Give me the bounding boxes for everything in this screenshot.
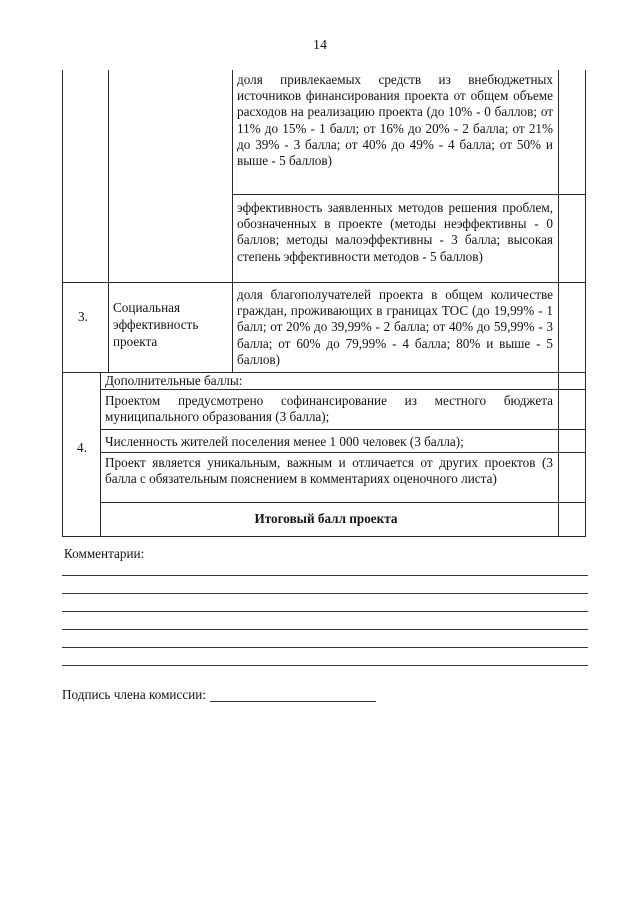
comments-label: Комментарии: — [64, 546, 145, 561]
comment-line[interactable] — [62, 611, 588, 612]
additional-population: Численность жителей поселения менее 1 000 человек (3 балла); — [105, 434, 464, 449]
additional-cofinancing: Проектом предусмотрено софинансирование из местного бюджета муниципального образования (3 балла); — [105, 393, 553, 425]
signature-line[interactable] — [210, 701, 376, 702]
comment-line[interactable] — [62, 575, 588, 576]
signature-block — [62, 687, 376, 703]
criterion-number-4: 4. — [77, 440, 87, 455]
comment-line[interactable] — [62, 629, 588, 630]
criterion-number-3: 3. — [78, 309, 88, 324]
comment-line[interactable] — [62, 593, 588, 594]
signature-label: Подпись члена комиссии: — [62, 687, 206, 702]
criterion-social-efficiency: Социальная эффективность проекта — [113, 300, 199, 349]
additional-points-heading: Дополнительные баллы: — [105, 373, 243, 388]
page-number: 14 — [313, 38, 327, 53]
indicator-beneficiaries-share: доля благополучателей проекта в общем количестве граждан, проживающих в границах ТОС (до 19,99% - 1 балл; от 20% до 39,99% - 2 балла; от 40% до 59,99% - 3 балла; от 60% до 79,99% - 4 балла; 80% и выше - 5 баллов) — [237, 287, 553, 367]
additional-uniqueness: Проект является уникальным, важным и отличается от других проектов (3 балла с обязательным пояснением в комментариях оценочного листа) — [105, 455, 553, 487]
total-score-label: Итоговый балл проекта — [254, 511, 398, 526]
comment-line[interactable] — [62, 647, 588, 648]
indicator-external-funding: доля привлекаемых средств из внебюджетных источников финансирования проекта от общем объеме расходов на реализацию проекта (до 10% - 0 баллов; от 11% до 15% - 1 балл; от 16% до 20% - 2 балла; от 21% до 39% - 3 балла; от 40% до 49% - 4 балла; от 50% и выше - 5 баллов) — [237, 72, 553, 169]
comment-line[interactable] — [62, 665, 588, 666]
indicator-method-efficiency: эффективность заявленных методов решения проблем, обозначенных в проекте (методы неэффективны - 0 баллов; методы малоэффективны - 3 балла; высокая степень эффективности методов - 5 баллов) — [237, 200, 553, 264]
